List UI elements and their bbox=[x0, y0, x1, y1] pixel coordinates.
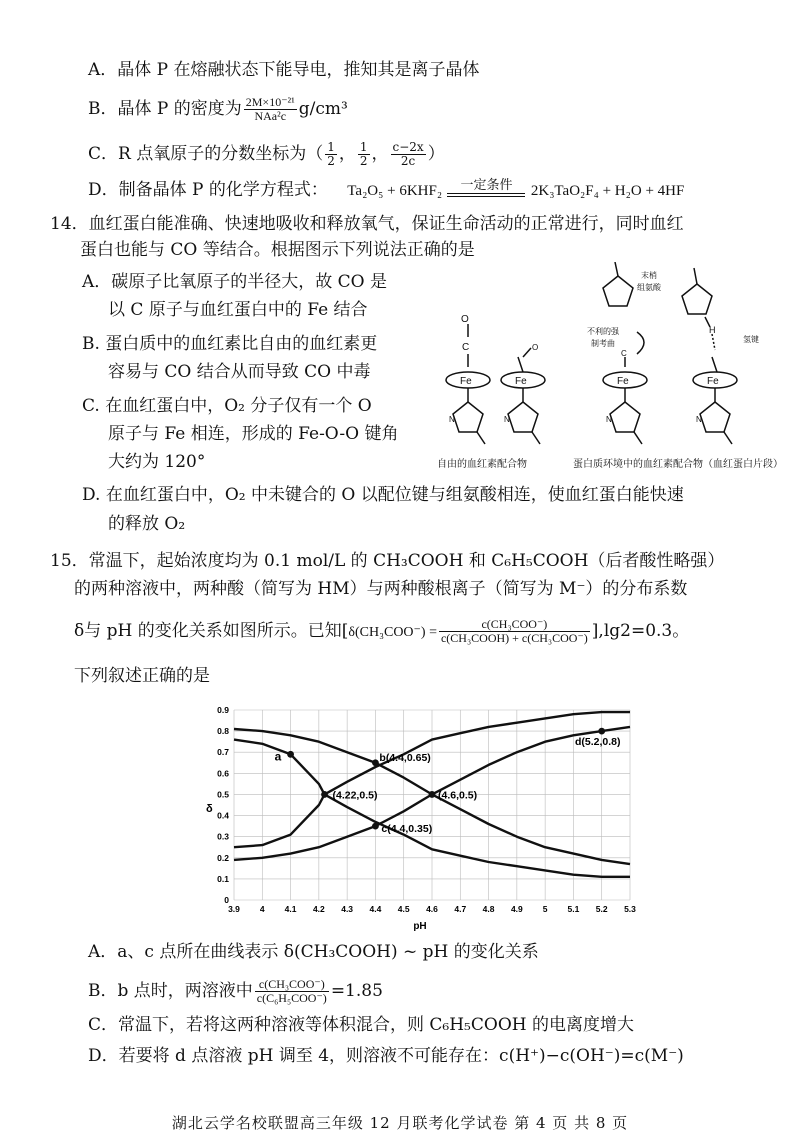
data-point bbox=[598, 728, 605, 735]
y-tick-label: 0.1 bbox=[217, 873, 229, 884]
q13-c-frac2-den: 2 bbox=[359, 154, 368, 168]
note-hbond: 氢键 bbox=[743, 335, 759, 344]
fe-label-4: Fe bbox=[707, 376, 719, 387]
q13-b-fraction bbox=[244, 96, 297, 123]
point-label: d(5.2,0.8) bbox=[574, 736, 621, 749]
data-point bbox=[372, 823, 379, 830]
distal-his-tail-1 bbox=[615, 262, 618, 276]
ring-tail-3 bbox=[634, 432, 642, 444]
note-steric-1: 不利的强 bbox=[587, 327, 619, 336]
c-atom-1: C bbox=[462, 342, 470, 353]
point-label: b(4.4,0.65) bbox=[379, 751, 431, 764]
c-atom-3: C bbox=[621, 349, 627, 358]
q13-c-frac2 bbox=[358, 141, 370, 168]
data-point bbox=[429, 791, 436, 798]
x-tick-label: 5.2 bbox=[595, 904, 608, 914]
q13-c-suffix: ） bbox=[427, 144, 445, 164]
ring-tail-4 bbox=[724, 432, 732, 444]
x-tick-label: 4.3 bbox=[341, 904, 354, 914]
x-tick-label: 4.6 bbox=[426, 904, 438, 914]
n-label-4: N bbox=[696, 415, 702, 424]
n-label-2: N bbox=[504, 415, 510, 424]
q15-stem-line1: 15．常温下，起始浓度均为 0.1 mol/L 的 CH₃COOH 和 C₆H₅COOH（后者酸性略强） bbox=[50, 551, 725, 571]
distal-his-ring-1 bbox=[603, 276, 633, 306]
point-label: (4.6,0.5) bbox=[438, 789, 478, 802]
q13-c-frac1 bbox=[325, 141, 337, 168]
q13-d-reactants: Ta₂O₅ + 6KHF₂ bbox=[347, 183, 443, 199]
fe-label-2: Fe bbox=[515, 376, 527, 387]
q15-option-a: A．a、c 点所在曲线表示 δ(CH₃COOH) ~ pH 的变化关系 bbox=[88, 942, 539, 962]
label-protein-heme: 蛋白质环境中的血红素配合物（血红蛋白片段） bbox=[573, 459, 783, 470]
x-tick-label: 4 bbox=[259, 904, 265, 914]
q15-delta-fraction bbox=[439, 618, 590, 645]
q13-d-products: 2K₃TaO₂F₄ + H₂O + 4HF bbox=[530, 183, 685, 199]
q15-stem-line4: 下列叙述正确的是 bbox=[74, 666, 210, 686]
y-tick-label: 0.6 bbox=[217, 768, 229, 779]
x-tick-label: 4.2 bbox=[312, 904, 325, 914]
x-tick-label: 4.5 bbox=[397, 904, 410, 914]
q14-option-a-line1: A．碳原子比氧原子的半径大，故 CO 是 bbox=[82, 272, 388, 292]
q14-option-d-line2: 的释放 O₂ bbox=[108, 514, 186, 534]
q15-b-fraction bbox=[255, 978, 329, 1005]
q14-stem-line2: 蛋白也能与 CO 等结合。根据图示下列说法正确的是 bbox=[80, 240, 475, 260]
steric-arrow bbox=[637, 332, 644, 354]
q15-option-b bbox=[88, 978, 383, 1005]
q13-d-condition: 一定条件 bbox=[460, 178, 513, 193]
o2-bond-protein bbox=[712, 357, 717, 372]
q15-option-c: C．常温下，若将这两种溶液等体积混合，则 C₆H₅COOH 的电离度增大 bbox=[88, 1015, 634, 1035]
q13-b-den: NAa²c bbox=[254, 109, 287, 123]
q13-d-prefix: D．制备晶体 P 的化学方程式： bbox=[88, 180, 328, 200]
q15-b-den: c(C₆H₅COO⁻) bbox=[256, 991, 327, 1005]
x-tick-label: 4.8 bbox=[482, 904, 495, 914]
x-tick-label: 4.9 bbox=[510, 904, 523, 914]
q13-b-unit: g/cm³ bbox=[298, 99, 348, 119]
ring-tail-2 bbox=[532, 432, 540, 444]
fe-label-3: Fe bbox=[617, 376, 629, 387]
imidazole-ring-4 bbox=[700, 402, 730, 432]
imidazole-ring-2 bbox=[508, 402, 538, 432]
q13-option-d bbox=[88, 178, 684, 203]
imidazole-ring-1 bbox=[453, 402, 483, 432]
q14-stem-line1: 14．血红蛋白能准确、快速地吸收和释放氧气，保证生命活动的正常进行，同时血红 bbox=[50, 214, 684, 234]
x-tick-label: 4.4 bbox=[369, 904, 382, 914]
q14-option-b-line1: B. 蛋白质中的血红素比自由的血红素更 bbox=[82, 334, 378, 354]
q15-stem-line3 bbox=[74, 618, 689, 645]
y-tick-label: 0.9 bbox=[217, 705, 229, 715]
hydrogen-bond bbox=[712, 334, 715, 350]
y-tick-label: 0.4 bbox=[217, 810, 229, 821]
o-o-bond-free bbox=[523, 348, 531, 357]
q13-c-prefix: C．R 点氧原子的分数坐标为（ bbox=[88, 144, 324, 164]
q13-d-arrow bbox=[447, 179, 525, 203]
q15-stem-line2: 的两种溶液中，两种酸（简写为 HM）与两种酸根离子（简写为 M⁻）的分布系数 bbox=[74, 579, 688, 599]
q13-option-a: A．晶体 P 在熔融状态下能导电，推知其是离子晶体 bbox=[88, 60, 480, 80]
q13-option-c: C．R 点氧原子的分数坐标为（ $\frac{1}{2}$ ， $\frac{1}{2}$ ， $\frac{c-2x}{2c}$ ） bbox=[88, 140, 445, 168]
distal-his-tail-2 bbox=[694, 268, 697, 284]
point-label: a bbox=[274, 749, 282, 764]
o2-bond-free bbox=[518, 357, 523, 372]
point-label: (4.22,0.5) bbox=[332, 789, 378, 802]
note-steric-2: 制考曲 bbox=[591, 339, 615, 348]
q15-delta-num: c(CH₃COO⁻) bbox=[439, 618, 590, 632]
n-label-1: N bbox=[449, 415, 455, 424]
x-tick-label: 3.9 bbox=[228, 904, 240, 914]
x-tick-label: 5.1 bbox=[567, 904, 580, 914]
q14-option-d-line1: D. 在血红蛋白中，O₂ 中未键合的 O 以配位键与组氨酸相连，使血红蛋白能快速 bbox=[82, 485, 684, 505]
q14-option-c-line2: 原子与 Fe 相连，形成的 Fe-O-O 键角 bbox=[108, 424, 399, 444]
q13-c-frac2-num: 1 bbox=[359, 140, 368, 154]
q13-option-b bbox=[88, 96, 348, 123]
y-tick-label: 0.3 bbox=[217, 831, 229, 842]
imidazole-ring-3 bbox=[610, 402, 640, 432]
q15-stem3-prefix: δ与 pH 的变化关系如图所示。已知[ bbox=[74, 621, 349, 641]
distribution-chart bbox=[200, 700, 638, 932]
distal-his-ring-2 bbox=[682, 284, 712, 314]
q14-option-c-line3: 大约为 120° bbox=[108, 452, 206, 472]
q15-stem3-suffix: ],lg2=0.3。 bbox=[591, 621, 690, 641]
q13-d-equals-sign bbox=[447, 193, 525, 197]
o-atom-1: O bbox=[461, 314, 469, 325]
o-atom-2: O bbox=[532, 343, 539, 352]
q14-option-b-line2: 容易与 CO 结合从而导致 CO 中毒 bbox=[108, 362, 371, 382]
y-tick-label: 0.7 bbox=[217, 747, 229, 758]
q15-b-suffix: =1.85 bbox=[330, 981, 383, 1001]
q13-c-frac1-num: 1 bbox=[327, 140, 335, 154]
y-tick-label: 0.8 bbox=[217, 726, 229, 737]
note-histidine-1: 末梢 bbox=[641, 271, 657, 280]
n-label-3: N bbox=[606, 415, 612, 424]
chart-xlabel: pH bbox=[413, 921, 427, 932]
y-tick-label: 0.5 bbox=[217, 789, 229, 800]
q15-b-num: c(CH₃COO⁻) bbox=[255, 978, 329, 992]
q14-option-a-line2: 以 C 原子与血红蛋白中的 Fe 结合 bbox=[108, 300, 368, 320]
q13-c-frac3-den: 2c bbox=[400, 154, 416, 168]
x-tick-label: 4.7 bbox=[454, 904, 467, 914]
h-label: H bbox=[709, 325, 716, 335]
data-point bbox=[287, 751, 294, 758]
q13-c-frac1-den: 2 bbox=[327, 154, 335, 168]
chart-ylabel: δ bbox=[206, 803, 213, 815]
x-tick-label: 5 bbox=[542, 904, 548, 914]
fe-label-1: Fe bbox=[460, 376, 472, 387]
q15-delta-den: c(CH₃COOH) + c(CH₃COO⁻) bbox=[440, 631, 588, 645]
q13-c-frac3-num: c−2x bbox=[392, 140, 424, 154]
page-footer: 湖北云学名校联盟高三年级 12 月联考化学试卷 第 4 页 共 8 页 bbox=[171, 1114, 629, 1132]
y-tick-label: 0.2 bbox=[217, 852, 229, 863]
q13-c-frac3 bbox=[391, 141, 426, 168]
data-point bbox=[321, 791, 328, 798]
point-label: c(4.4,0.35) bbox=[381, 823, 433, 836]
ring-tail-1 bbox=[477, 432, 485, 444]
y-tick-label: 0 bbox=[224, 895, 229, 905]
data-point bbox=[372, 759, 379, 766]
note-histidine-2: 组氨酸 bbox=[637, 283, 661, 292]
q15-option-d: D．若要将 d 点溶液 pH 调至 4，则溶液不可能存在：c(H⁺)−c(OH⁻)=c(M⁻) bbox=[88, 1046, 684, 1066]
q15-delta-lhs: δ(CH₃COO⁻) = bbox=[348, 625, 437, 640]
q13-b-num: 2M×10⁻²¹ bbox=[245, 95, 295, 109]
q15-b-prefix: B．b 点时，两溶液中 bbox=[88, 981, 253, 1001]
label-free-heme: 自由的血红素配合物 bbox=[437, 459, 527, 470]
q13-b-prefix: B．晶体 P 的密度为 bbox=[88, 99, 242, 119]
hemoglobin-figure bbox=[425, 262, 795, 477]
x-tick-label: 4.1 bbox=[284, 904, 297, 914]
q14-option-c-line1: C. 在血红蛋白中，O₂ 分子仅有一个 O bbox=[82, 396, 372, 416]
x-tick-label: 5.3 bbox=[624, 904, 636, 914]
